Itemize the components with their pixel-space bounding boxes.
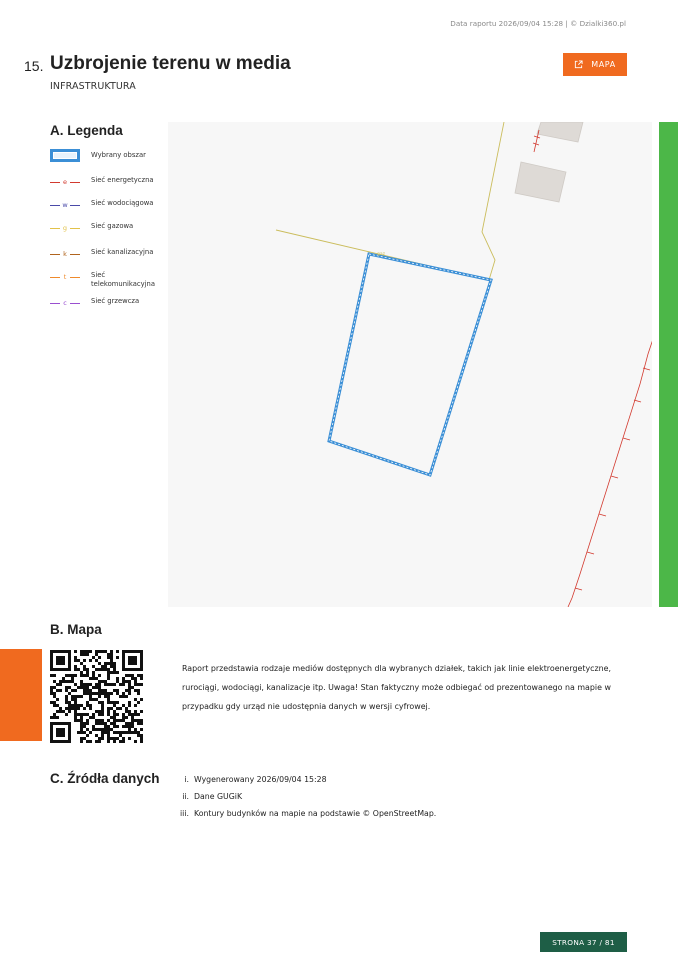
legend-item-energy: e Sieć energetyczna xyxy=(50,176,168,190)
list-item: iii. Kontury budynków na mapie na podstawie © OpenStreetMap. xyxy=(180,809,437,818)
legend-item-selected-area xyxy=(50,148,168,162)
map-heading: B. Mapa xyxy=(50,622,102,637)
svg-text:gaz: gaz xyxy=(377,252,385,257)
report-meta: Data raportu 2026/09/04 15:28 | © Dzialki360.pl xyxy=(450,19,626,28)
selected-area-outline xyxy=(329,254,491,475)
legend-item-telecom: t Sieć telekomunikacyjna xyxy=(50,271,168,288)
legend-item-gas: g Sieć gazowa xyxy=(50,222,168,236)
legend-label: Sieć grzewcza xyxy=(91,297,140,305)
qr-code[interactable] xyxy=(50,650,143,743)
side-accent-bar xyxy=(659,122,678,607)
legend-item-heating: c Sieć grzewcza xyxy=(50,297,168,311)
list-item: i. Wygenerowany 2026/09/04 15:28 xyxy=(184,775,327,784)
legend-heading: A. Legenda xyxy=(50,123,123,138)
building-shape xyxy=(537,122,583,142)
legend-label: Sieć gazowa xyxy=(91,222,134,230)
map-button[interactable] xyxy=(563,53,627,76)
legend-label: Wybrany obszar xyxy=(91,151,146,159)
legend-item-water: w Sieć wodociągowa xyxy=(50,199,168,213)
map-button-label: MAPA xyxy=(591,60,616,69)
sources-list xyxy=(176,771,436,822)
page-number-badge: STRONA 37 / 81 xyxy=(540,932,627,952)
list-item: ii. Dane GUGiK xyxy=(182,792,243,801)
selected-area-swatch xyxy=(50,149,80,162)
legend-label: Sieć energetyczna xyxy=(91,176,154,184)
gas-line xyxy=(276,122,504,280)
energy-line-long xyxy=(568,336,652,607)
legend xyxy=(50,148,168,320)
map-note: Raport przedstawia rodzaje mediów dostępnych dla wybranych działek, takich jak linie elektroenergetyczne, rurociągi, wodociągi, kanalizacje itp. Uwaga! Stan faktyczny może odbiegać od prezentowanego na mapie w przypadku gdy urząd nie udostępnia danych w wersji cyfrowej. xyxy=(182,664,611,711)
utilities-map[interactable] xyxy=(168,122,652,607)
page-title: Uzbrojenie terenu w media xyxy=(50,53,291,74)
building-shape xyxy=(515,162,566,202)
external-link-icon xyxy=(574,60,583,69)
page-subtitle: INFRASTRUKTURA xyxy=(50,81,136,92)
sources-heading: C. Źródła danych xyxy=(50,771,160,786)
side-accent-strip xyxy=(0,649,42,741)
legend-item-sewage: k Sieć kanalizacyjna xyxy=(50,248,168,262)
legend-label: Sieć telekomunikacyjna xyxy=(91,271,155,288)
section-number: 15. xyxy=(24,58,44,74)
legend-label: Sieć wodociągowa xyxy=(91,199,154,207)
legend-label: Sieć kanalizacyjna xyxy=(91,248,154,256)
